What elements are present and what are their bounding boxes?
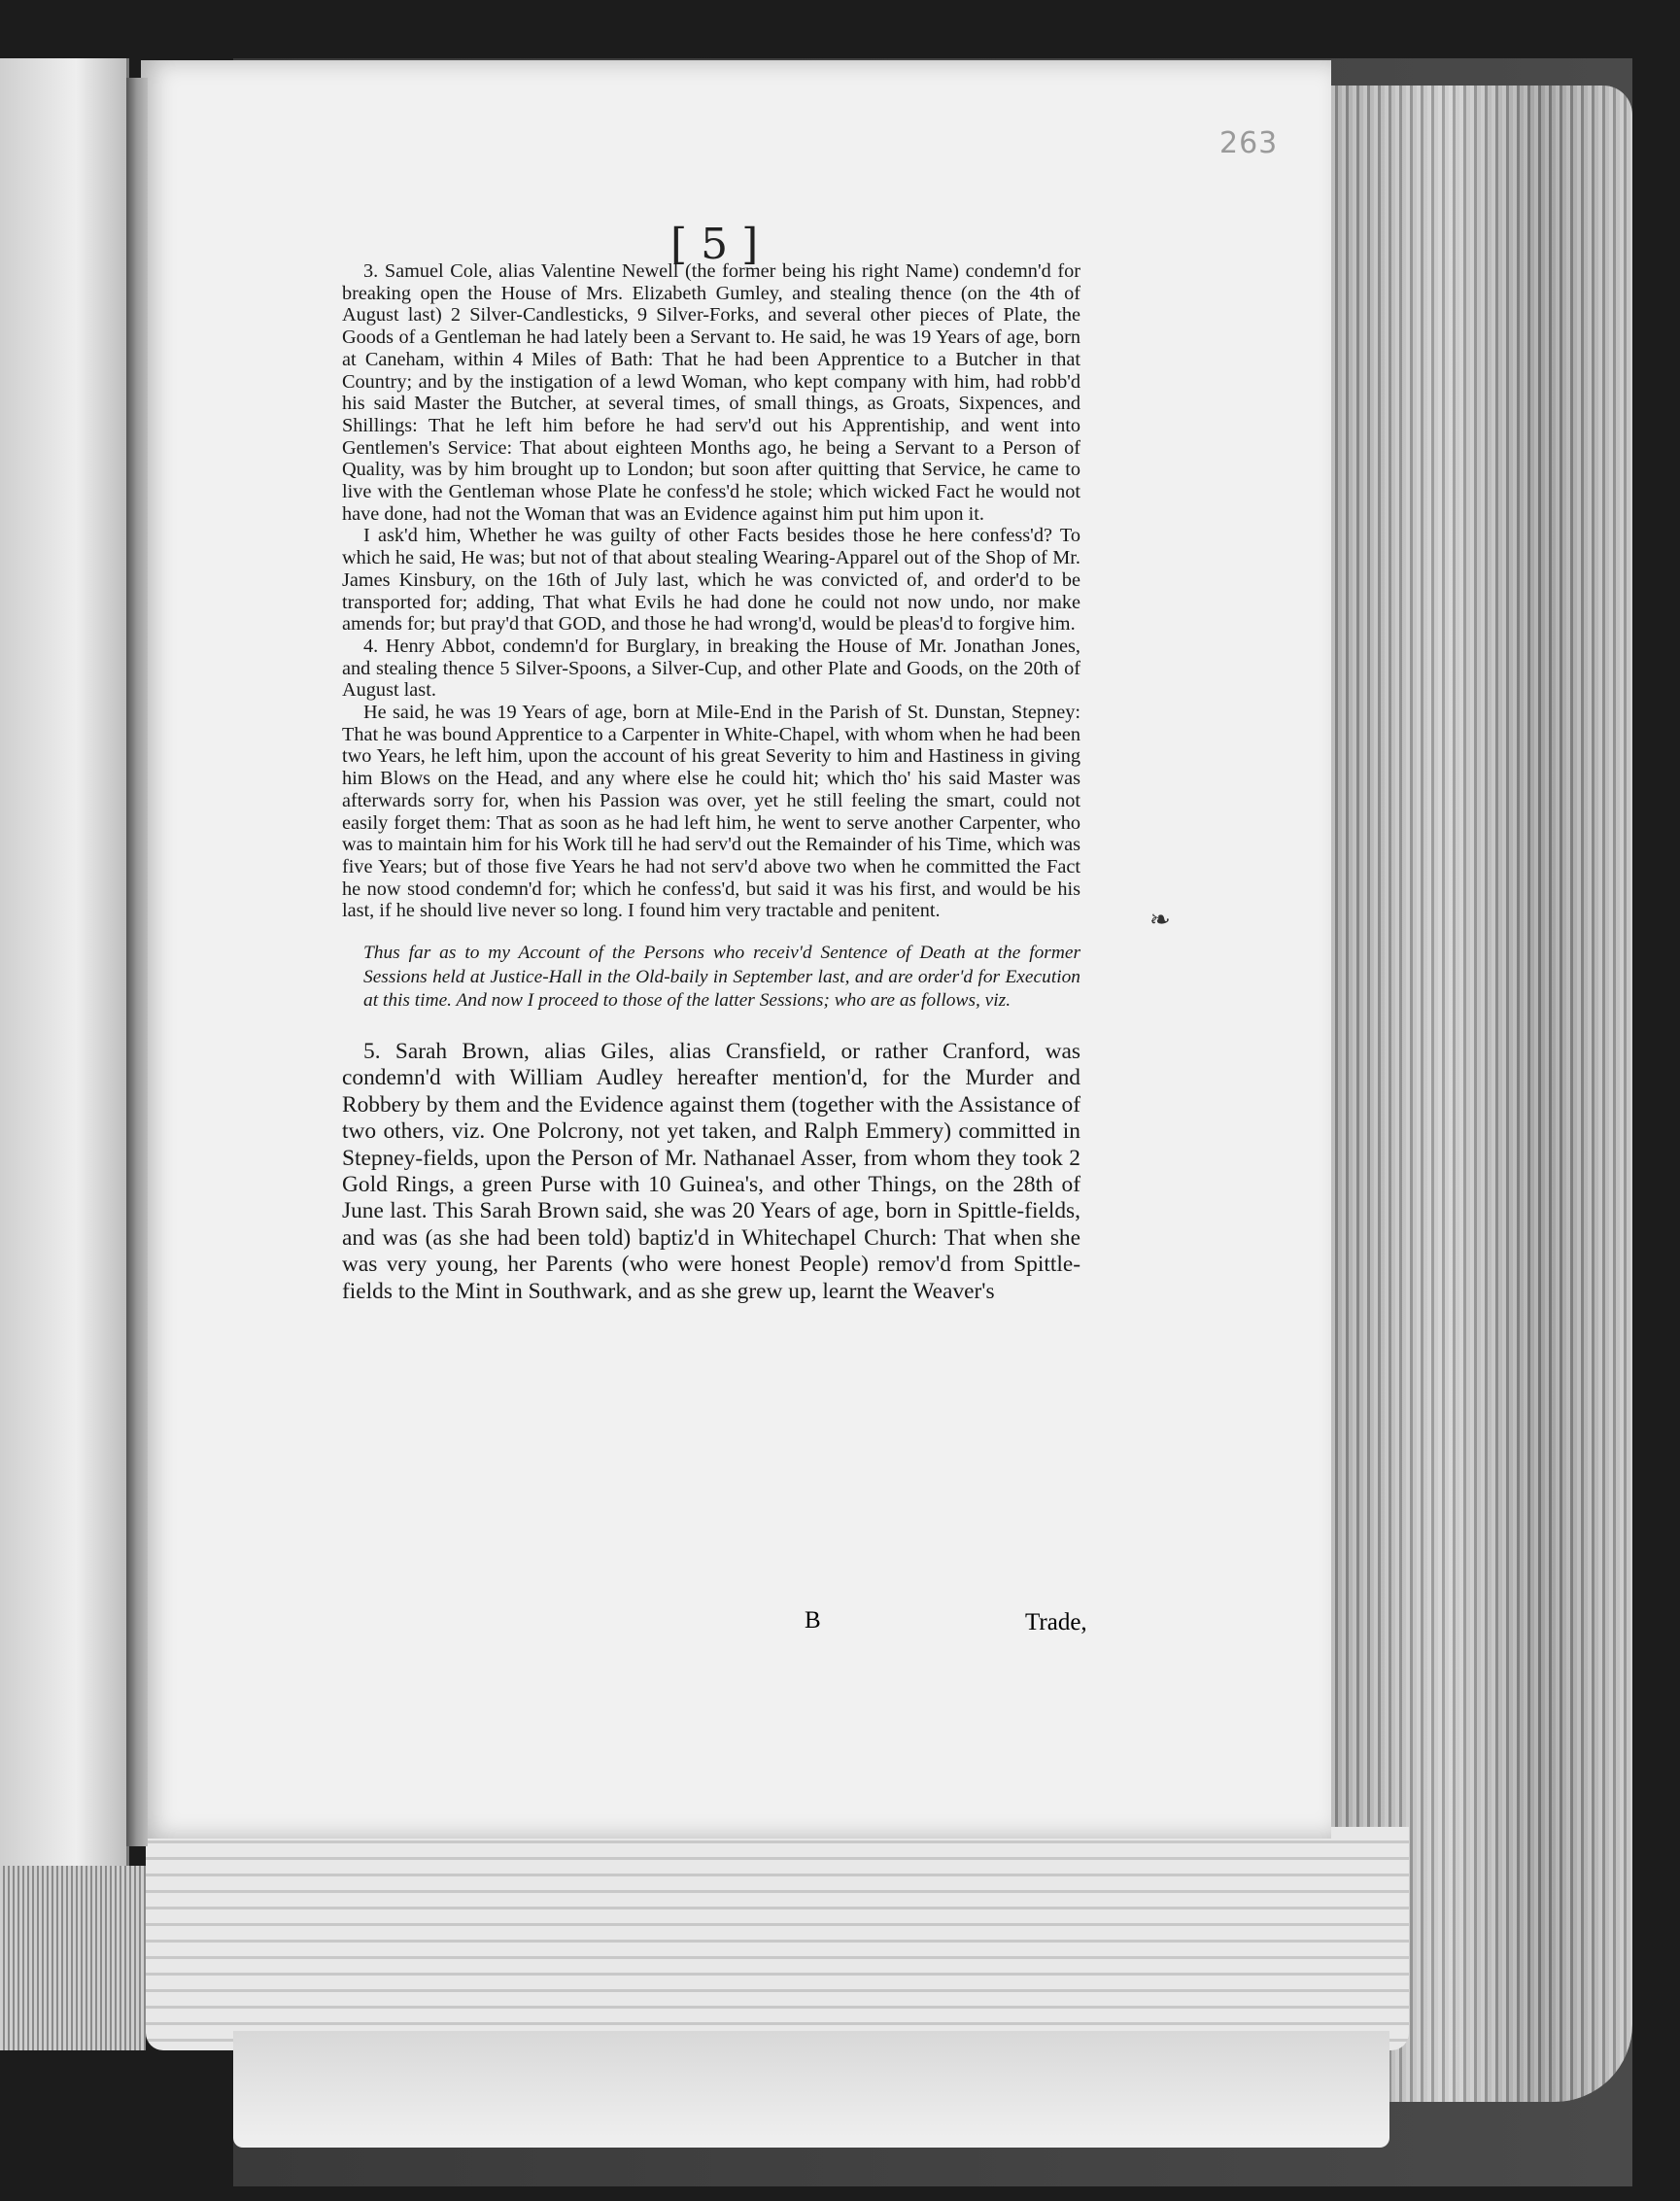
fore-edge-stack <box>1331 86 1632 2102</box>
paragraph-sarah-brown: 5. Sarah Brown, alias Giles, alias Cransfield, or rather Cranford, was condemn'd with William Audley hereafter mention'd, for the Murder and Robbery by them and the Evidence against them (together with the Assistance of two others, viz. One Polcrony, not yet taken, and Ralph Emmery) committed in Stepney-fields, upon the Person of Mr. Nathanael Asser, from whom they took 2 Gold Rings, a green Purse with 10 Guinea's, and other Things, on the 28th of June last. This Sarah Brown said, she was 20 Years of age, born in Spittle-fields, and was (as she had been told) baptiz'd in Whitechapel Church: That when she was very young, her Parents (who were honest People) remov'd from Spittle-fields to the Mint in Southwark, and as she grew up, learnt the Weaver's <box>342 1038 1080 1304</box>
left-page-edge <box>0 58 129 1992</box>
signature-mark: B <box>805 1607 821 1634</box>
folio-number: 263 <box>1219 126 1279 160</box>
left-page-stack <box>0 1866 146 2050</box>
paragraph-samuel-cole-confession: I ask'd him, Whether he was guilty of other Facts besides those he here confess'd? To which he said, He was; but not of that about stealing Wearing-Apparel out of the Shop of Mr. James Kinsbury, on the 16th of July last, which he was convicted of, and order'd to be transported for; adding, That what Evils he had done he could not now undo, nor make amends for; but pray'd that GOD, and those he had wrong'd, would be pleas'd to forgive him. <box>342 525 1080 636</box>
page-number: [ 5 ] <box>670 220 759 269</box>
paragraph-henry-abbot-account: He said, he was 19 Years of age, born at Mile-End in the Parish of St. Dunstan, Stepney: That he was bound Apprentice to a Carpenter in White-Chapel, with whom when he had been two Years, he left him, upon the account of his great Severity to him and Hastiness in giving him Blows on the Head, and any where else he could hit; which tho' his said Master was afterwards sorry for, when his Passion was over, yet he still feeling the smart, could not easily forget them: That as soon as he had left him, he went to serve another Carpenter, who was to maintain him for his Work till he had serv'd out the Remainder of his Time, which was five Years; but of those five Years he had not serv'd above two when he committed the Fact he now stood condemn'd for; which he confess'd, but said it was his first, and would be his last, if he should live never so long. I found him very tractable and penitent. <box>342 702 1080 922</box>
paragraph-samuel-cole: 3. Samuel Cole, alias Valentine Newell (the former being his right Name) condemn'd for breaking open the House of Mrs. Elizabeth Gumley, and stealing thence (on the 4th of August last) 2 Silver-Candlesticks, 9 Silver-Forks, and several other pieces of Plate, the Goods of a Gentleman he had lately been a Servant to. He said, he was 19 Years of age, born at Caneham, within 4 Miles of Bath: That he had been Apprentice to a Butcher in that Country; and by the instigation of a lewd Woman, who kept company with him, had robb'd his said Master the Butcher, at several times, of small things, as Groats, Sixpences, and Shillings: That he left him before he had serv'd out his Apprentiship, and went into Gentlemen's Service: That about eighteen Months ago, he being a Servant to a Person of Quality, was by him brought up to London; but soon after quitting that Service, he came to live with the Gentleman whose Plate he confess'd he stole; which wicked Fact he would not have done, had not the Woman that was an Evidence against him put him upon it. <box>342 260 1080 525</box>
sessions-notice: Thus far as to my Account of the Persons who receiv'd Sentence of Death at the former Sessions held at Justice-Hall in the Old-baily in September last, and are order'd for Execution at this time. And now I proceed to those of the latter Sessions; who are as follows, viz. <box>363 943 1080 1012</box>
text-block <box>342 260 1080 1305</box>
page-bottom-stack <box>146 1827 1409 2050</box>
catchword: Trade, <box>1025 1609 1087 1635</box>
page-bottom-stack-lower <box>233 2031 1389 2148</box>
spine-gutter <box>126 78 148 1846</box>
paragraph-henry-abbot: 4. Henry Abbot, condemn'd for Burglary, in breaking the House of Mr. Jonathan Jones, and stealing thence 5 Silver-Spoons, a Silver-Cup, and other Plate and Goods, on the 20th of August last. <box>342 635 1080 702</box>
margin-mark-icon: ❧ <box>1149 906 1171 935</box>
